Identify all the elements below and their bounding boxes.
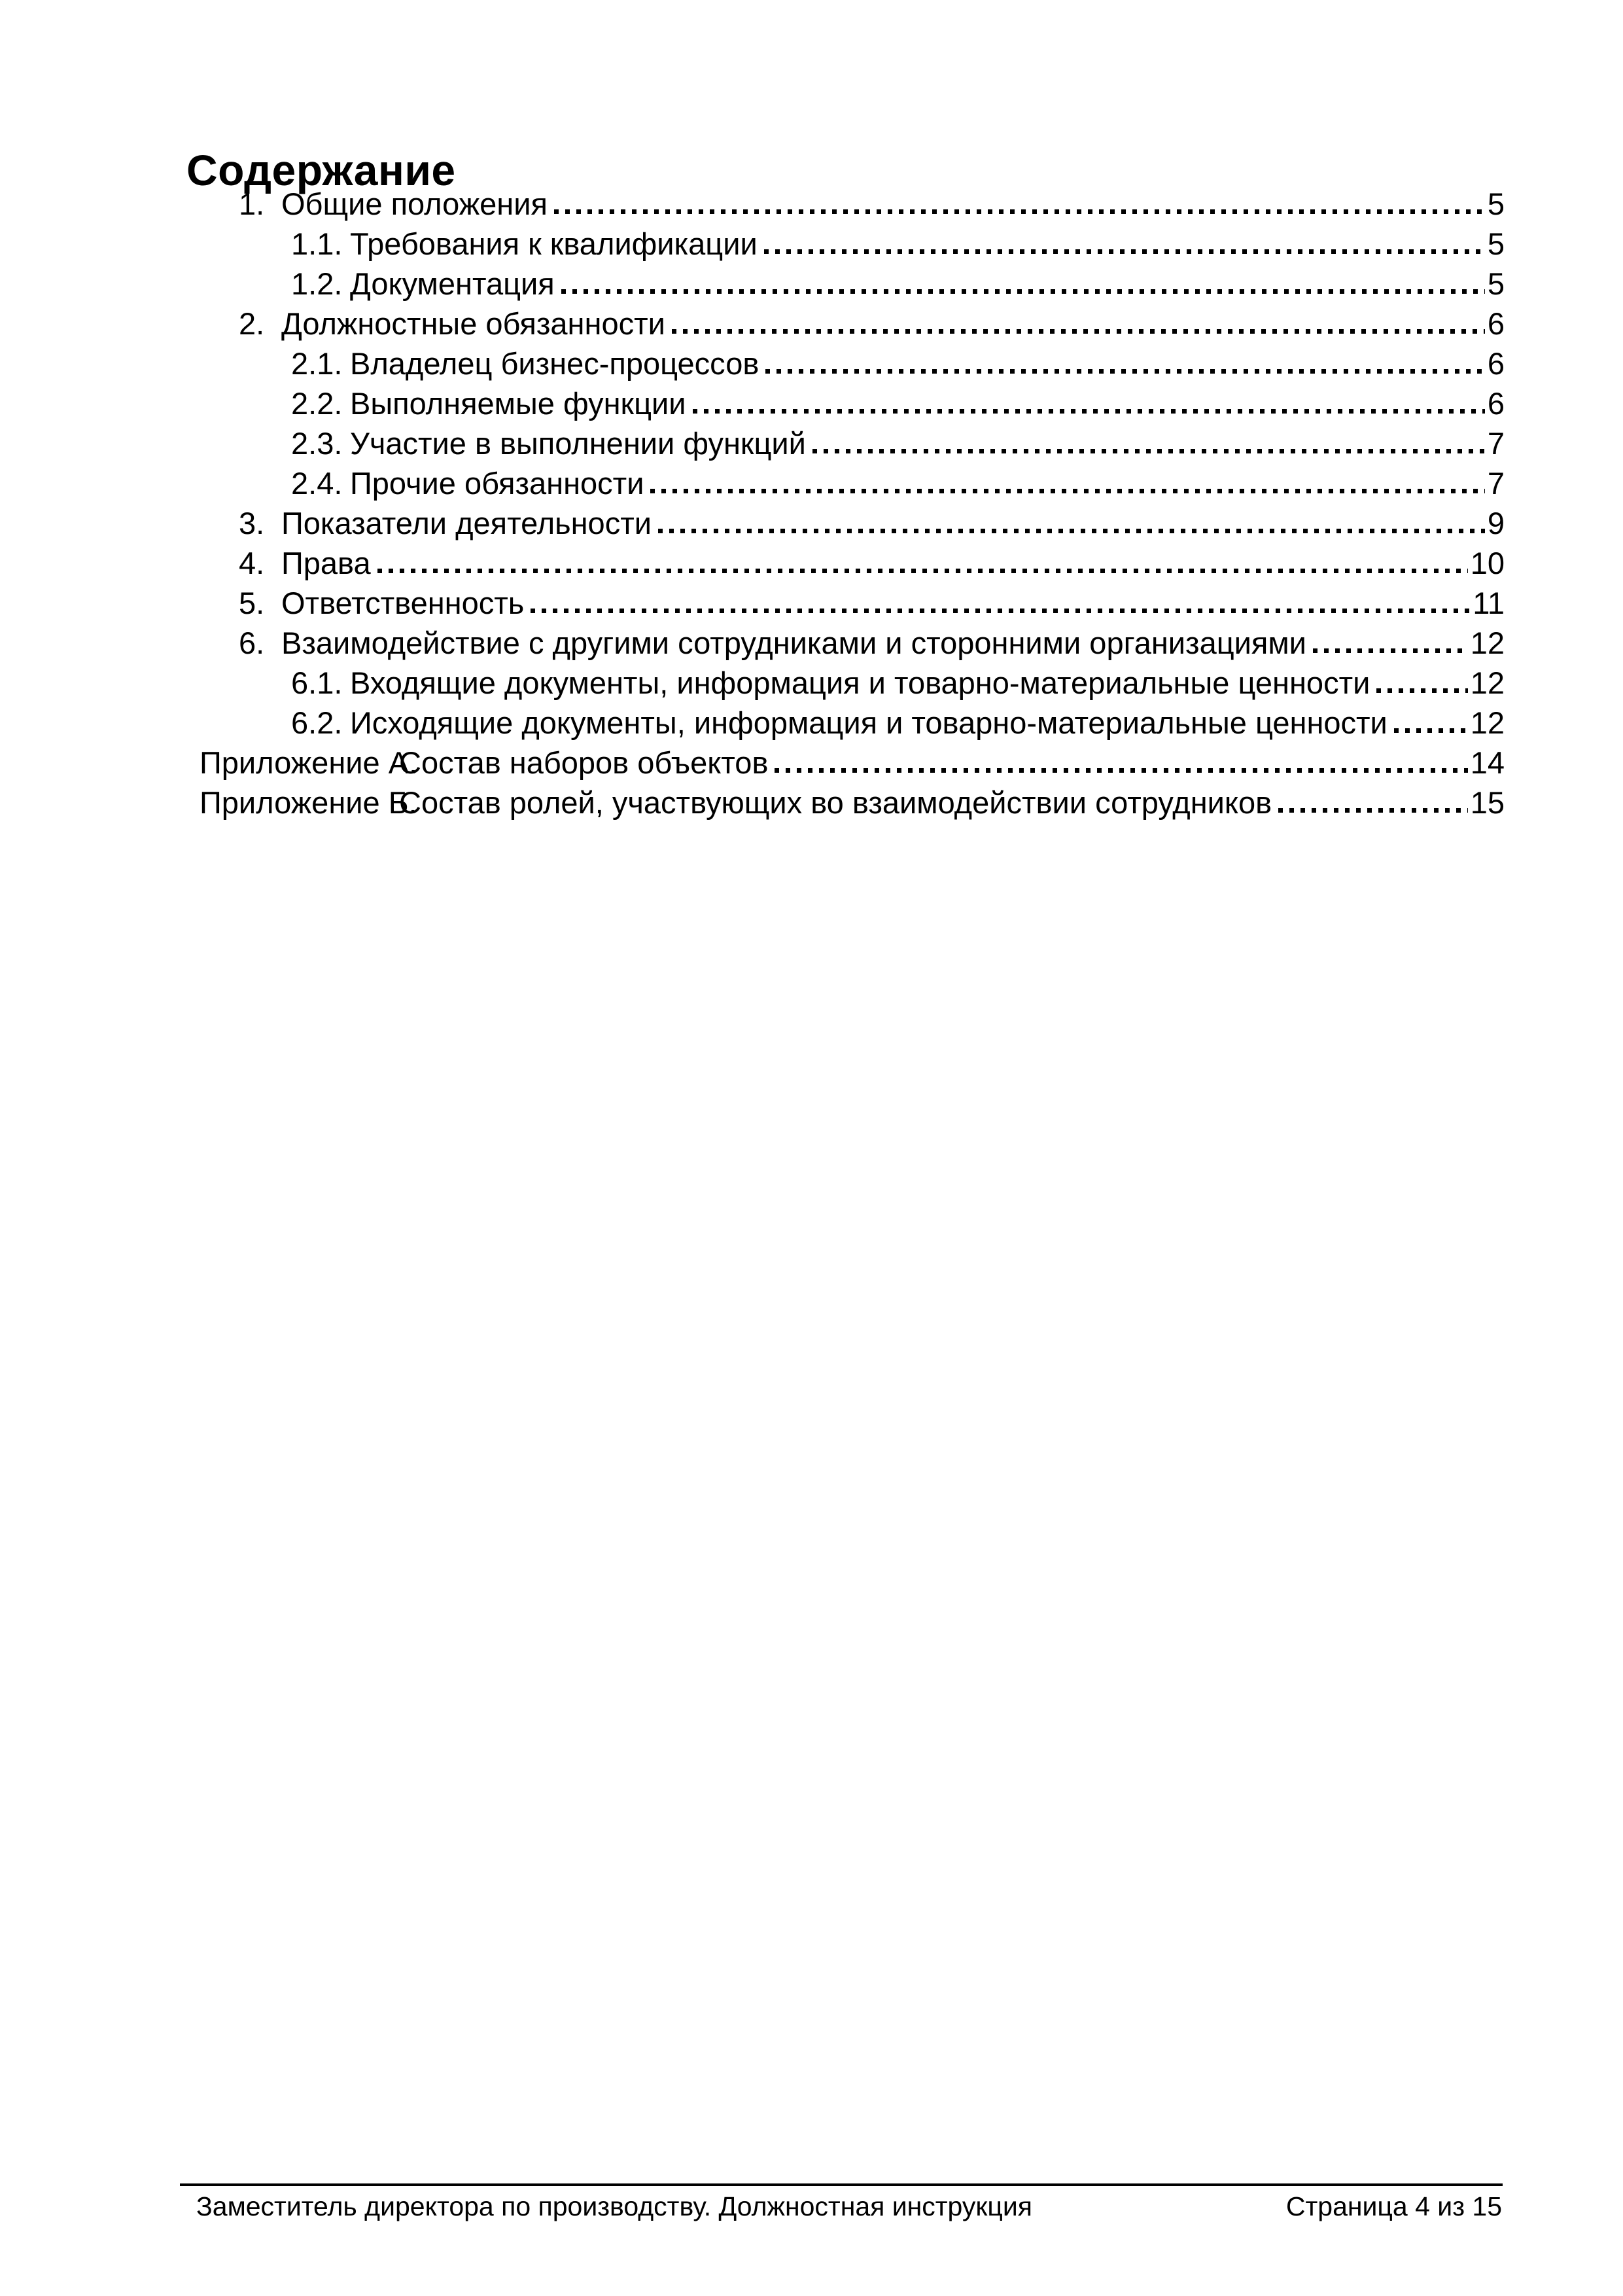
toc-entry-number: Приложение А. [200,745,418,780]
toc-dot-leader [775,768,1467,773]
toc-entry-page: 5 [1487,226,1505,261]
toc-entry-number: 2.2. [291,386,343,421]
toc-entry-number: 2. [239,306,265,341]
toc-entry-number: 1.1. [291,226,343,261]
toc-dot-leader [561,289,1485,294]
toc-entry-number: 2.3. [291,426,343,461]
footer-divider-line [180,2183,1503,2186]
toc-dot-leader [650,489,1484,493]
toc-entry[interactable] [0,383,1505,423]
toc-entry[interactable] [0,463,1505,503]
toc-entry[interactable] [0,543,1505,583]
toc-entry[interactable] [0,583,1505,623]
toc-dot-leader [1376,688,1467,693]
toc-dot-leader [1313,648,1468,653]
toc-entry-label: Выполняемые функции [350,386,686,421]
toc-entry[interactable] [0,264,1505,304]
toc-entry-page: 5 [1487,186,1505,221]
toc-list [0,184,1505,822]
toc-entry-label: Прочие обязанности [350,466,644,501]
toc-entry-page: 12 [1470,665,1505,700]
toc-entry-page: 10 [1470,546,1505,580]
toc-entry-number: Приложение Б. [200,785,417,820]
toc-dot-leader [765,369,1485,374]
toc-entry-page: 7 [1487,466,1505,501]
toc-entry-label: Владелец бизнес-процессов [350,346,759,381]
toc-entry-label: Участие в выполнении функций [350,426,806,461]
toc-entry[interactable] [0,304,1505,344]
toc-entry-number: 1. [239,186,265,221]
toc-entry[interactable] [0,783,1505,822]
footer-page-indicator: Страница 4 из 15 [1285,2191,1502,2221]
toc-entry[interactable] [0,623,1505,663]
toc-entry-label: Взаимодействие с другими сотрудниками и сторонними организациями [281,626,1306,660]
toc-entry-page: 9 [1487,506,1505,540]
toc-entry[interactable] [0,224,1505,264]
toc-entry-number: 1.2. [291,266,343,301]
toc-entry-label: Состав наборов объектов [399,745,769,780]
toc-entry[interactable] [0,423,1505,463]
toc-entry-label: Ответственность [281,586,525,620]
toc-dot-leader [658,529,1485,533]
toc-entry[interactable] [0,503,1505,543]
toc-entry-label: Общие положения [281,186,548,221]
toc-entry-page: 6 [1487,346,1505,381]
toc-entry-label: Показатели деятельности [281,506,652,540]
toc-dot-leader [672,329,1485,334]
toc-entry-label: Документация [350,266,555,301]
toc-dot-leader [693,409,1485,414]
toc-dot-leader [764,249,1485,254]
toc-entry-page: 5 [1487,266,1505,301]
toc-entry-number: 2.1. [291,346,343,381]
toc-entry-number: 6.1. [291,665,343,700]
toc-entry-label: Права [281,546,371,580]
toc-entry-page: 11 [1473,586,1505,620]
toc-entry-number: 2.4. [291,466,343,501]
toc-entry-label: Исходящие документы, информация и товарно-материальные ценности [350,705,1387,740]
toc-entry-page: 14 [1470,745,1505,780]
toc-entry-page: 12 [1470,705,1505,740]
toc-entry-number: 3. [239,506,265,540]
toc-entry-page: 6 [1487,386,1505,421]
toc-entry-label: Требования к квалификации [350,226,758,261]
toc-dot-leader [531,609,1470,613]
toc-entry-page: 6 [1487,306,1505,341]
page-title: Содержание [186,146,456,195]
footer-doc-title: Заместитель директора по производству. Должностная инструкция [196,2191,1032,2221]
toc-dot-leader [377,569,1468,573]
toc-entry-number: 6.2. [291,705,343,740]
toc-entry-number: 4. [239,546,265,580]
toc-dot-leader [1278,808,1468,813]
page-footer [196,2191,1502,2223]
toc-entry-page: 12 [1470,626,1505,660]
toc-entry-number: 6. [239,626,265,660]
toc-dot-leader [1394,728,1468,733]
toc-entry-label: Состав ролей, участвующих во взаимодействии сотрудников [399,785,1272,820]
toc-entry[interactable] [0,663,1505,703]
toc-entry[interactable] [0,344,1505,383]
toc-entry-number: 5. [239,586,265,620]
toc-entry-page: 15 [1470,785,1505,820]
toc-dot-leader [812,449,1485,453]
toc-entry-label: Должностные обязанности [281,306,665,341]
toc-entry[interactable] [0,743,1505,783]
toc-dot-leader [554,209,1485,214]
toc-entry-label: Входящие документы, информация и товарно-материальные ценности [350,665,1370,700]
toc-entry[interactable] [0,184,1505,224]
toc-entry-page: 7 [1487,426,1505,461]
toc-entry[interactable] [0,703,1505,743]
